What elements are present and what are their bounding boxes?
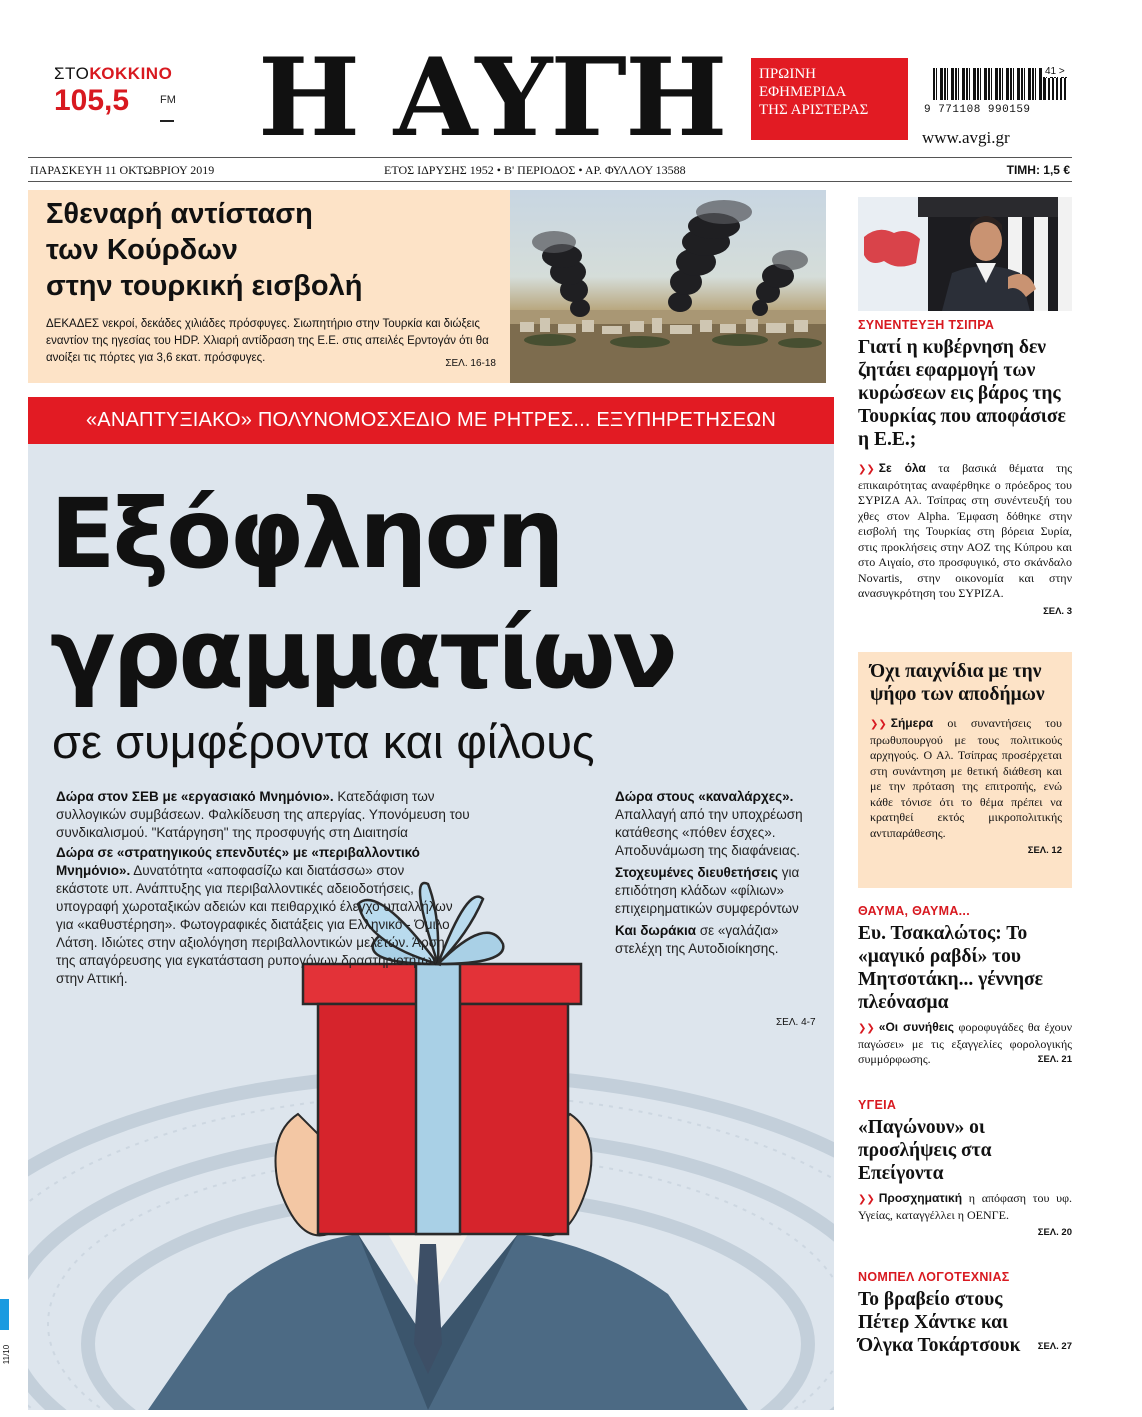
main-story-banner: «ΑΝΑΠΤΥΞΙΑΚΟ» ΠΟΛΥΝΟΜΟΣΧΕΔΙΟ ΜΕ ΡΗΤΡΕΣ... ΕΞΥΠΗΡΕΤΗΣΕΩΝ xyxy=(28,397,834,444)
barcode-addon xyxy=(1044,78,1068,100)
health-kicker: ΥΓΕΙΑ xyxy=(858,1098,897,1112)
chevrons-icon: ❯❯ xyxy=(870,719,887,730)
main-subheadline: σε συμφέροντα και φίλους xyxy=(52,715,595,768)
radio-frequency: 105,5 xyxy=(54,84,130,117)
main-story-left-column xyxy=(56,788,496,990)
vote-headline: Όχι παιχνίδια με την ψήφο των αποδήμων xyxy=(870,661,1045,705)
main-story-right-column xyxy=(615,788,820,962)
newspaper-title: Η ΑΥΓΗ xyxy=(258,35,726,161)
tsakalotos-headline: Ευ. Τσακαλώτος: Το «μαγικό ραβδί» του Μητσοτάκη... γέννησε πλεόνασμα xyxy=(858,923,1043,1013)
health-text: ❯❯ Προσχηματική η απόφαση του υφ. Υγείας, καταγγέλλει η ΟΕΝΓΕ. xyxy=(858,1191,1072,1222)
tsakalotos-kicker: ΘΑΥΜΑ, ΘΑΥΜΑ... xyxy=(858,904,970,918)
radio-name: ΣΤΟΚΟΚΚΙΝΟ xyxy=(54,64,173,83)
issue-date: ΠΑΡΑΣΚΕΥΗ 11 ΟΚΤΩΒΡΙΟΥ 2019 xyxy=(30,163,215,177)
chevrons-icon: ❯❯ xyxy=(858,1194,875,1205)
nobel-page-ref: ΣΕΛ. 27 xyxy=(1037,1341,1072,1352)
nobel-headline: Το βραβείο στους Πέτερ Χάντκε και Όλγκα Τοκάρτσουκ xyxy=(858,1289,1021,1356)
slogan-line: ΠΡΩΙΝΗ xyxy=(759,66,816,82)
smoke-photo-illustration xyxy=(510,190,826,383)
chevrons-icon: ❯❯ xyxy=(858,1023,875,1034)
chevrons-icon: ❯❯ xyxy=(858,464,875,475)
barcode-issue: 41 > xyxy=(1042,66,1068,77)
main-paragraph: Δώρα στον ΣΕΒ με «εργασιακό Μνημόνιο». Κατεδάφιση των συλλογικών συμβάσεων. Φαλκίδευση της απεργίας. Υπονόμευση του συνδικαλισμού. "Κατάργηση" της προσφυγής στη Διαιτησία xyxy=(56,789,470,840)
tsipras-story[interactable] xyxy=(858,318,1072,617)
vote-page-ref: ΣΕΛ. 12 xyxy=(1027,845,1062,856)
tsakalotos-page-ref: ΣΕΛ. 21 xyxy=(1037,1053,1072,1065)
tsipras-headline: Γιατί η κυβέρνηση δεν ζητάει εφαρμογή των κυρώσεων εις βάρος της Τουρκίας που αποφάσισε η Ε.Ε.; xyxy=(858,337,1066,450)
issue-price: ΤΙΜΗ: 1,5 € xyxy=(1006,163,1070,177)
slogan-line: ΤΗΣ ΑΡΙΣΤΕΡΑΣ xyxy=(759,102,869,118)
main-paragraph: Δώρα στους «καναλάρχες». Απαλλαγή από την υποχρέωση κατάθεσης «πόθεν έσχες». Απoδυνάμωση της διαφάνειας. xyxy=(615,789,803,858)
website-link[interactable]: www.avgi.gr xyxy=(922,128,1010,147)
nobel-story[interactable] xyxy=(858,1270,1072,1356)
masthead-slogan xyxy=(751,58,908,140)
main-page-ref: ΣΕΛ. 4-7 xyxy=(776,1017,816,1028)
slogan-line: ΕΦΗΜΕΡΙΔΑ xyxy=(759,84,847,100)
kurds-text: ΔΕΚΑΔΕΣ νεκροί, δεκάδες χιλιάδες πρόσφυγες. Σιωπητήριο στην Τουρκία και διώξεις εναντίον της ηγεσίας του HDP. Χλιαρή αντίδραση της Ε.Ε. στις απειλές Ερντογάν ότι θα ανοίξει τις πόρτες για 3,6 εκατ. πρόσφυγες. xyxy=(46,318,489,364)
health-page-ref: ΣΕΛ. 20 xyxy=(1037,1227,1072,1238)
tsipras-kicker: ΣΥΝΕΝΤΕΥΞΗ ΤΣΙΠΡΑ xyxy=(858,318,995,332)
dateline xyxy=(28,157,1072,182)
nobel-kicker: ΝΟΜΠΕΛ ΛΟΓΟΤΕΧΝΙΑΣ xyxy=(858,1270,1010,1284)
tsipras-photo xyxy=(858,197,1072,311)
health-headline: «Παγώνουν» οι προσλήψεις στα Επείγοντα xyxy=(858,1117,992,1184)
main-paragraph: Δώρα σε «στρατηγικούς επενδυτές» με «περιβαλλοντικό Μνημόνιο». Δυνατότητα «αποφασίζω και διατάσσω» στον εκάστοτε υπ. Ανάπτυξης για περιβαλλοντικές αδειοδοτήσεις, υπογραφή χωροταξικών αδειών και πειθαρχικό έλεγχο υπαλλήλων για «καθυστέρηση». Φωτογραφικές διατάξεις για Ελληνικό - Όμιλο Λάτση. Ιδιώτες στην αξιολόγηση περιβαλλοντικών μελετών. Άρση της απαγόρευσης για εγκατάσταση ρυπογόνων δραστηριοτήτων στην Αττική. xyxy=(56,845,453,986)
radio-band-underline xyxy=(160,120,174,122)
kurds-headline: Σθεναρή αντίσταση των Κούρδων στην τουρκική εισβολή xyxy=(46,198,363,302)
tsakalotos-story[interactable] xyxy=(858,904,1072,1065)
kurds-story[interactable] xyxy=(28,190,510,383)
radio-ad xyxy=(54,64,184,116)
main-paragraph: Στοχευμένες διευθετήσεις για επιδότηση κλάδων «φίλιων» επιχειρηματικών συμφερόντων xyxy=(615,865,800,916)
main-headline: Εξόφληση γραμματίων xyxy=(50,478,675,710)
tsakalotos-text: ❯❯ «Οι συνήθεις φοροφυγάδες θα έχουν παγώσει» με τις εξαγγελίες φορολογικής συμμόρφωσης. xyxy=(858,1020,1072,1066)
tsipras-page-ref: ΣΕΛ. 3 xyxy=(1043,605,1072,617)
side-date: 11/10 xyxy=(2,1344,12,1365)
health-story[interactable] xyxy=(858,1098,1072,1238)
tsipras-text: ❯❯ Σε όλα τα βασικά θέματα της επικαιρότητας αναφέρθηκε ο πρόεδρος του ΣΥΡΙΖΑ Αλ. Τσίπρας στη συνέντευξή του χθες στον Alpha. Έμφαση δόθηκε στην εισβολή της Τουρκίας στη βόρεια Συρία, στις προκλήσεις στην ΑΟΖ της Κύπρου και στο Αιγαίο, στο προσφυγικό, στο σκάνδαλο Novartis, στην οικονομία και στην ανασυγκρότηση του ΣΥΡΙΖΑ. xyxy=(858,461,1072,600)
vote-story[interactable] xyxy=(858,652,1072,888)
barcode-digits: 9 771108 990159 xyxy=(924,104,1031,116)
smoke-photo xyxy=(510,190,826,383)
main-paragraph: Και δωράκια σε «γαλάζια» στελέχη της Αυτοδιοίκησης. xyxy=(615,923,779,956)
main-story[interactable] xyxy=(28,444,834,1410)
vote-text: ❯❯ Σήμερα οι συναντήσεις του πρωθυπουργού με τους πολιτικούς αρχηγούς. Ο Αλ. Τσίπρας προσέρχεται στη συνάντηση με θετική διάθεση και με την πρόταση της επιτροπής, ενώ κάθε τόνισε ότι το θέμα πρέπει να κρατηθεί εκτός μικροπολιτικής αντιπαράθεσης. xyxy=(870,716,1062,840)
side-color-tab xyxy=(0,1299,9,1330)
issue-info: ΕΤΟΣ ΙΔΡΥΣΗΣ 1952 • Β' ΠΕΡΙΟΔΟΣ • ΑΡ. ΦΥΛΛΟΥ 13588 xyxy=(384,163,686,177)
kurds-page-ref: ΣΕΛ. 16-18 xyxy=(445,358,496,369)
radio-band: FM xyxy=(160,94,176,106)
tsipras-photo-illustration xyxy=(858,197,1072,311)
